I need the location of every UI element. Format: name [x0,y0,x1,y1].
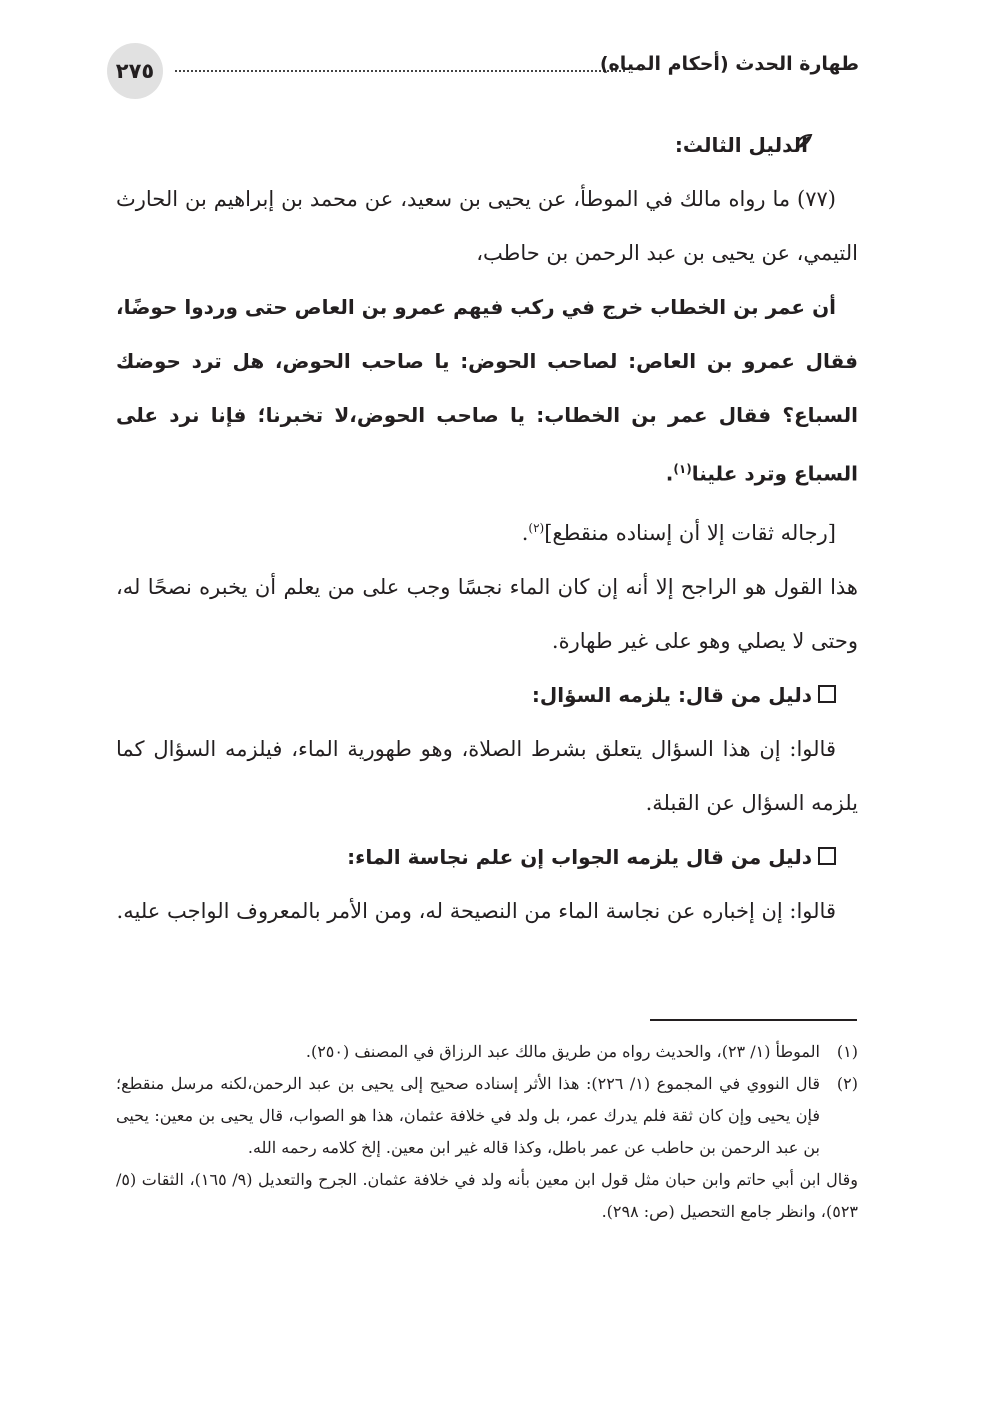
footnote-2-continuation: وقال ابن أبي حاتم وابن حبان مثل قول ابن معين بأنه ولد في خلافة عثمان. الجرح والتعديل (٩/ ١٦٥)، الثقات (٥/ ٥٢٣)، وانظر جامع التحصيل (ص: ٢٩٨). [116,1170,859,1221]
footnote-ref-2[interactable]: (٢) [528,520,545,535]
running-title: طهارة الحدث (أحكام المياه) [599,53,859,75]
page-number-badge [107,43,163,99]
footnote-text [116,1068,820,1164]
hadith-body: أن عمر بن الخطاب خرج في ركب فيهم عمرو بن العاص حتى وردوا حوضًا، فقال عمرو بن العاص: لصاحب الحوض: يا صاحب الحوض، هل ترد حوضك السباع؟ فقال عمر بن الخطاب: يا صاحب الحوض،لا تخبرنا؛ فإنا نرد على السباع وترد علينا [116,295,858,486]
grading-text: [رجاله ثقات إلا أن إسناده منقطع] [544,520,836,545]
footnote-text: الموطأ (١/ ٢٣)، والحديث رواه من طريق مالك عبد الرزاق في المصنف (٢٥٠). [305,1042,820,1061]
section-heading-must-answer [116,830,858,884]
page-number: ٢٧٥ [115,59,155,83]
header-dotted-leader [175,70,625,72]
footnotes [116,1036,858,1228]
section-heading-third-evidence [116,118,858,172]
section-heading-text: الدليل الثالث: [674,133,808,157]
section-heading-must-answer-text: دليل من قال يلزمه الجواب إن علم نجاسة الماء: [347,844,812,869]
footnote-separator [650,1019,857,1021]
must-answer-paragraph: قالوا: إن إخباره عن نجاسة الماء من النصيحة له، ومن الأمر بالمعروف الواجب عليه. [116,898,836,923]
hadith-end-punct: . [665,461,674,486]
main-text [116,118,858,938]
footnote-number: (٢) [836,1074,858,1093]
leaf-ornament-icon [816,118,836,172]
hadith-text [116,280,858,501]
footnote-2 [116,1068,858,1164]
page-header [107,43,859,99]
section-heading-must-ask-text: دليل من قال: يلزمه السؤال: [531,682,812,707]
footnote-ref-1[interactable]: (١) [673,462,692,476]
grading-end-punct: . [521,520,529,545]
grading-note [116,501,858,560]
section-heading-must-ask [116,668,858,722]
conclusion-paragraph: هذا القول هو الراجح إلا أنه إن كان الماء نجسًا وجب على من يعلم أن يخبره نصحًا له، وحتى لا يصلي وهو على غير طهارة. [116,574,858,653]
square-box-icon [818,847,836,865]
narration-chain: (٧٧) ما رواه مالك في الموطأ، عن يحيى بن سعيد، عن محمد بن إبراهيم بن الحارث التيمي، عن يحيى بن عبد الرحمن بن حاطب، [116,187,858,265]
footnote-2-main: قال النووي في المجموع (١/ ٢٢٦): هذا الأثر إسناده صحيح إلى يحيى بن عبد الرحمن،لكنه مرسل منقطع؛ فإن يحيى وإن كان ثقة فلم يدرك عمر، بل ولد في خلافة عثمان، هذا هو الصواب، قال يحيى بن معين: يحيى بن عبد الرحمن بن حاطب عن عمر باطل، وكذا قاله غير ابن معين. إلخ كلامه رحمه الله. [116,1074,821,1157]
square-box-icon [818,685,836,703]
must-ask-paragraph: قالوا: إن هذا السؤال يتعلق بشرط الصلاة، وهو طهورية الماء، فيلزمه السؤال كما يلزمه السؤال عن القبلة. [116,736,858,815]
footnote-1 [116,1036,858,1068]
footnote-number: (١) [836,1042,858,1061]
